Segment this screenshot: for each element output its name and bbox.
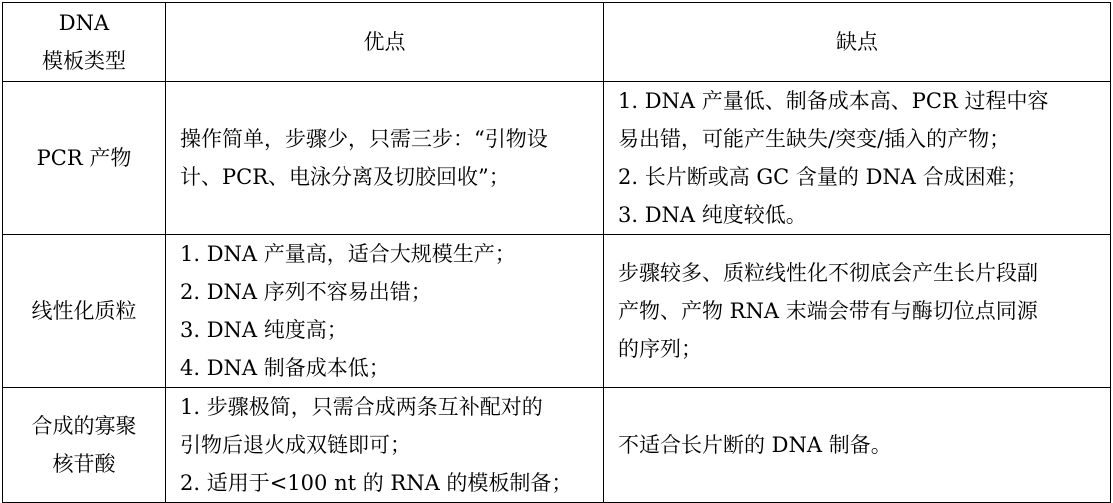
- pros-line: 3. DNA 纯度高；: [180, 318, 348, 342]
- table-row: [3, 82, 1111, 235]
- template-type-line: PCR 产物: [36, 146, 132, 170]
- table-row: [3, 388, 1111, 503]
- cons-line: 2. 长片断或高 GC 含量的 DNA 合成困难；: [618, 165, 1028, 189]
- cons-line: 3. DNA 纯度较低。: [618, 203, 807, 227]
- template-type-cell: [3, 388, 166, 503]
- header-row: [3, 3, 1111, 82]
- template-type-cell: [3, 82, 166, 235]
- header-template-type-line: 模板类型: [42, 49, 126, 73]
- table-row: [3, 235, 1111, 388]
- cons-line: 产物、产物 RNA 末端会带有与酶切位点同源: [618, 299, 1038, 323]
- header-cons: 缺点: [604, 3, 1111, 82]
- cons-line: 易出错，可能产生缺失/突变/插入的产物；: [618, 127, 1011, 151]
- cons-cell: [604, 235, 1111, 388]
- pros-cell: [166, 388, 604, 503]
- cons-line: 的序列；: [618, 337, 702, 361]
- pros-line: 1. DNA 产量高，适合大规模生产；: [180, 242, 516, 266]
- comparison-table: [2, 2, 1111, 503]
- template-type-line: 合成的寡聚: [31, 414, 137, 438]
- pros-line: 计、PCR、电泳分离及切胶回收”；: [180, 165, 510, 189]
- header-template-type: [3, 3, 166, 82]
- pros-line: 2. 适用于<100 nt 的 RNA 的模板制备；: [180, 471, 573, 495]
- header-template-type-line: DNA: [58, 11, 110, 35]
- pros-cell: [166, 82, 604, 235]
- pros-line: 1. 步骤极简，只需合成两条互补配对的: [180, 395, 543, 419]
- pros-cell: [166, 235, 604, 388]
- template-type-cell: [3, 235, 166, 388]
- header-pros: 优点: [166, 3, 604, 82]
- cons-line: 1. DNA 产量低、制备成本高、PCR 过程中容: [618, 89, 1049, 113]
- pros-line: 2. DNA 序列不容易出错；: [180, 280, 432, 304]
- cons-line: 不适合长片断的 DNA 制备。: [618, 433, 892, 457]
- template-type-line: 核苷酸: [52, 452, 116, 476]
- template-type-line: 线性化质粒: [31, 299, 137, 323]
- cons-line: 步骤较多、质粒线性化不彻底会产生长片段副: [618, 261, 1038, 285]
- pros-line: 操作简单，步骤少，只需三步：“引物设: [180, 127, 548, 151]
- pros-line: 引物后退火成双链即可；: [180, 433, 411, 457]
- cons-cell: [604, 82, 1111, 235]
- pros-line: 4. DNA 制备成本低；: [180, 356, 390, 380]
- cons-cell: [604, 388, 1111, 503]
